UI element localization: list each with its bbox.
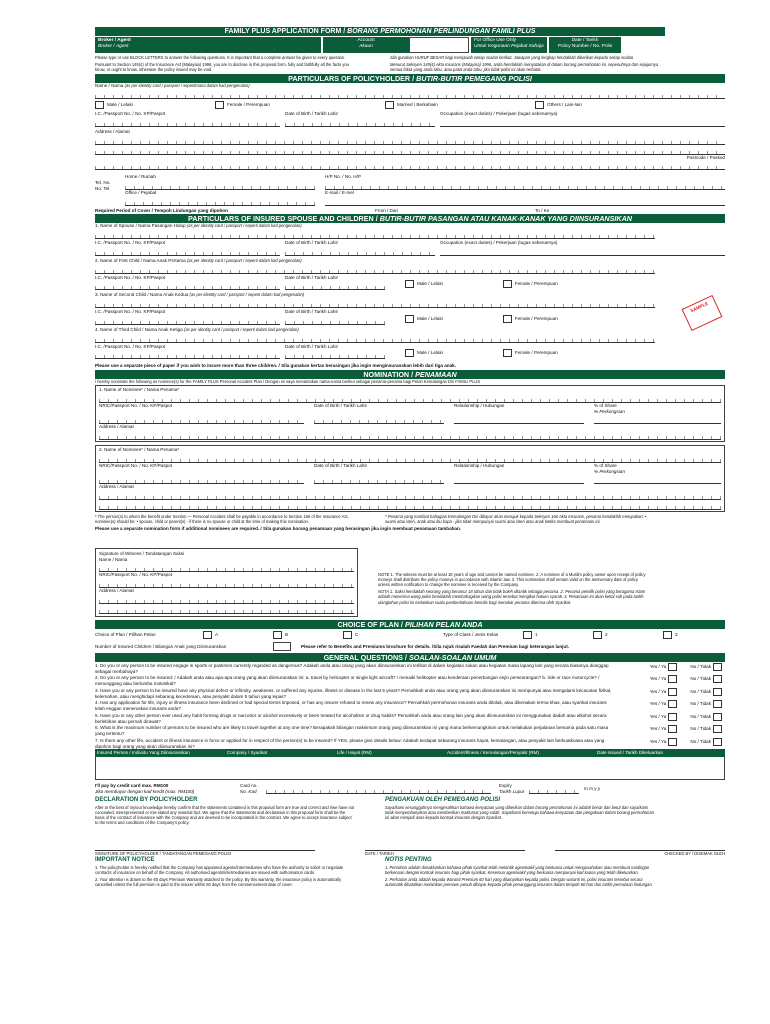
yes-no-options (650, 725, 725, 736)
yes-no-options (650, 700, 725, 711)
no-checkbox[interactable] (713, 688, 722, 696)
card-number-field[interactable] (266, 784, 491, 794)
spouse-name-field[interactable] (95, 229, 655, 239)
yes-label: Yes / Ya (649, 664, 667, 670)
question-item (95, 663, 725, 674)
notice-section: IMPORTANT NOTICE 1. The policyholder is hereby notified that the Company has appointed agents/intermediaries who have the authority to solicit or negotiate contracts of insurance on behalf of the Company. All authorised agents/intermediaries are issued with authorisation cards. 2. Your attention is drawn to the 60 days Premium Warranty attached to the policy. By this warranty, the insurance policy is automatically cancelled unless the full premium is paid to the insurer within 60 days from the commencement date of cover. NOTIS PENTING 1. Pemohon adalah dimaklumkan bahawa pihak syarikat telah melantik agen/wakil yang berkuasa untuk mengusahakan atau membuat rundingan berkenaan dengan kontrak insurans bagi pihak syarikat. Kesemua agen/wakil yang berkuasa mempunyai kad kuasa yang telah dikeluarkan. 2. Perhatian anda adalah kepada Waranti Premium 60 hari yang dilampirkan kepada polisi. Dengan waranti ini, polisi insurans tersebut secara automatik dibatalkan melainkan premium penuh dibayar kepada pihak penanggung insurans dalam tempoh 60 hari dari tarikh permulaan lindungan. (95, 857, 725, 887)
yes-checkbox[interactable] (668, 663, 677, 671)
class-2-checkbox[interactable] (593, 631, 602, 639)
nominee2-relationship-field[interactable] (454, 474, 584, 484)
no-label: No / Tidak (690, 701, 711, 707)
yes-option[interactable] (650, 700, 681, 711)
tel-label-bm: No. Tel. (95, 186, 111, 191)
yes-checkbox[interactable] (668, 688, 677, 696)
spouse-dob-field[interactable] (285, 246, 435, 256)
question-item (95, 713, 725, 724)
question-item (95, 688, 725, 699)
no-option[interactable] (690, 688, 725, 699)
no-label: No / Tidak (690, 664, 711, 670)
ic-field[interactable] (95, 117, 280, 127)
witness-note-bm: NOTA 1. Saksi hendaklah seorang yang berumur 18 tahun dan tidak boleh dilantik sebagai penama. 2. Penama pemilik polisi yang beragama Islam adalah menerima wang polisi hendaklah membahagikan wang polisi tersebut mengikut hukum syarak. 3. Penamaan ini akan kekal sah pada tarikh ulangtahun polisi ini melainkan suatu pemberitahuan bertulis bagi menukar penama diterima oleh Syarikat. (378, 589, 646, 605)
no-option[interactable] (690, 663, 725, 674)
nominee1-ic-field[interactable] (99, 414, 304, 424)
dob-label: Date of Birth / Tarikh Lahir (285, 111, 339, 117)
broker-agent-label: Broker / Agent Broker / Agent (95, 37, 321, 53)
dob-field[interactable] (285, 117, 435, 127)
from-label: From / Dari (375, 207, 398, 213)
question-text: 4. Has any application for life, injury or illness insurance been declined or had special terms imposed, or has any insurer refused to renew any insurance? Pernahkah permohonan insurans anda ditolak, atau dikenakan terma khas, atau syarikat insurans telah enggan meneruskan insurans anda? (95, 700, 607, 712)
policyholder-section (95, 83, 725, 213)
spouse-occupation-field[interactable] (440, 246, 725, 256)
declaration-title-bm: PENGAKUAN OLEH PEMEGANG POLISI (385, 797, 501, 804)
yes-label: Yes / Ya (649, 676, 667, 682)
no-option[interactable] (690, 738, 725, 749)
gender-marital-row: Male / Lelaki Female / Perempuan Married / Berkahwin Others / Lain-lain (95, 101, 725, 109)
yes-checkbox[interactable] (668, 675, 677, 683)
nomination-footnotes: * The person(s) to whom the benefit under Section — Personal Accident shall be payable in accordance to Section 166 of the Insurance Act, nominee(s) should be: • spouse, child or parent(s) - if there is no spouse or child at the time of making this nomination. * Penama yang manfaat bahagian Kemalangan Diri dibayar akan merujuk kepada Seksyen 166 Akta Insurans, penama hendaklah merupakan: • suami atau isteri, anak atau ibu bapa - jika tidak mempunyai suami atau isteri atau anak ketika membuat penamaan ini. (95, 514, 647, 525)
yes-label: Yes / Ya (649, 726, 667, 732)
yes-no-options (650, 713, 725, 724)
nomination-section-bar: NOMINATION / PENAMAAN (95, 370, 725, 379)
no-checkbox[interactable] (713, 713, 722, 721)
account-field[interactable] (409, 37, 469, 53)
no-label: No / Tidak (690, 689, 711, 695)
question-item (95, 675, 725, 686)
child2-male-checkbox[interactable] (405, 315, 414, 323)
question-text: 2. Do you or any person to be insured: / Adakah anda atau apa-apa orang yang akan diinsuranskan ini: a. travel by helicopter or single light aircraft? / menaiki helikopter atau kenderaan penerbangan enjin perseorangan? b. ride or race motorcycle? / menunggang atau berlumba motosikal? (95, 675, 600, 687)
yes-checkbox[interactable] (668, 700, 677, 708)
class-3-checkbox[interactable] (663, 631, 672, 639)
no-option[interactable] (690, 725, 725, 736)
witness-name-field[interactable] (99, 562, 354, 572)
no-checkbox[interactable] (713, 663, 722, 671)
more-children-note: Please use a separate piece of paper if you wish to insure more than three children. / Sila gunakan kertas berasingan jika ingin menginsuranskan lebih dari tiga anak. (95, 363, 456, 369)
plan-c-checkbox[interactable] (343, 631, 352, 639)
additional-nominee-note: Please use a separate nomination form if additional nominees are required. / Sila gunakan borang penamaan yang berasingan jika ingin membuat penamaan tambahan. (95, 526, 462, 532)
pay-card-label: I'll pay by credit card max. RM100 (95, 782, 169, 788)
hp-field[interactable] (325, 180, 725, 190)
yes-label: Yes / Ya (649, 714, 667, 720)
other-insurance-table-header (95, 749, 725, 757)
checked-by-field[interactable] (555, 835, 725, 851)
no-checkbox[interactable] (713, 675, 722, 683)
home-tel-label: Home / Rumah (125, 174, 156, 180)
child2-female-checkbox[interactable] (503, 315, 512, 323)
office-tel-field[interactable] (125, 196, 315, 206)
yes-option[interactable] (650, 675, 681, 686)
address-line-2[interactable] (95, 145, 725, 155)
yes-no-options (650, 675, 725, 686)
postcode-label: Postcode / Poskod (686, 154, 725, 160)
occupation-label: Occupation (exact duties) / Pekerjaan (tugas sebenarnya) (440, 111, 558, 117)
nominee1-relationship-field[interactable] (454, 414, 584, 424)
form-title-bar: FAMILY PLUS APPLICATION FORM / BORANG PERMOHONAN PERLINDUNGAN FAMILI PLUS (95, 27, 665, 36)
yes-no-options (650, 663, 725, 674)
no-label: No / Tidak (690, 726, 711, 732)
yes-checkbox[interactable] (668, 713, 677, 721)
witness-ic-field[interactable] (99, 578, 354, 588)
child1-ic-field[interactable] (95, 280, 280, 290)
yes-option[interactable] (650, 663, 681, 674)
table-header-cell: Company / Syarikat (227, 750, 268, 756)
yes-option[interactable] (650, 713, 681, 724)
spouse-ic-field[interactable] (95, 246, 280, 256)
question-text: 3. Have you or any person to be insured have any physical defect or infirmity, weakness, or suffered any injuries, illness or disease in the last 5 years? Pernahkah anda atau orang yang akan diinsuranskan ini mempunyai atau mengalami kecacatan fizikal, kelemahan, atau menghidapi sebarang kecederaan, atau penyakit dalam 5 tahun yang lepas? (95, 687, 612, 699)
plan-section-bar: CHOICE OF PLAN / PILIHAN PELAN ANDA (95, 620, 725, 629)
nominee2-share-field[interactable] (594, 474, 721, 484)
spouse-block: 1. Name of Spouse / Nama Pasangan Hidup (as per identity card / passport / seperti dalam kad pengenalan) I.C. /Passport No. / No. KP/Paspot Date of Birth / Tarikh Lahir Occupation (exact duties) / Pekerjaan (tugas sebenarnya) (95, 223, 725, 255)
nominee1-address-field[interactable] (99, 430, 721, 440)
nominee2-dob-field[interactable] (314, 474, 444, 484)
period-label: Required Period of Cover / Tempoh Lindungan yang dipohon (95, 207, 228, 213)
child3-ic-field[interactable] (95, 349, 280, 359)
policyholder-section-bar: PARTICULARS OF POLICYHOLDER / BUTIR-BUTIR PEMEGANG POLISI (95, 74, 725, 83)
married-checkbox[interactable] (385, 101, 394, 109)
sample-stamp: SAMPLE (682, 295, 723, 331)
ic-label: I.C. /Passport No. / No. KP/Paspot (95, 111, 166, 117)
form-title: FAMILY PLUS APPLICATION FORM (224, 28, 342, 35)
nomination-intro: I hereby nominate the following as nominee(s) for the FAMILY PLUS Personal Accident Plan / Dengan ini saya menamakan nama-nama berikut sebagai penama-penama bagi Pelan Kemalangan Diri FAMILI PLUS (95, 379, 481, 385)
question-text: 7. Is there any other life, accident or illness insurance in force or applied for in respect of the person(s) to be insured? If YES, please give details below: Adakah terdapat sebarang insurans hayat, kemalangan, atau penyakit lain berkuatkuasa atau yang dipohon bagi orang yang akan diinsuranskan ini? (95, 737, 605, 749)
email-label: E-mail / E-mel (325, 190, 354, 195)
declaration-body-bm: Saya/kami sesungguhnya mengesahkan bahawa kenyataan yang diberikan dalam borang permohonan ini adalah benar dan betul dan saya/kami tidak menyembunyikan atau memberikan maklumat yang salah. Saya/kami bersetuju bahawa kenyataan dan pengakuan dalam borang permohonan ini akan menjadi asas kepada kontrak insurans dengan Syarikat. (385, 804, 654, 821)
yes-option[interactable] (650, 688, 681, 699)
instructions-en-2: Pursuant to Section 149(4) of the Insurance Act (Malaysia) 1996, you are to disclose in this proposal form, fully and faithfully all the facts you know, or ought to know, otherwise the policy issued may be void. (95, 62, 349, 73)
witness-address-field[interactable] (99, 594, 354, 604)
yes-no-options (650, 738, 725, 749)
form-title-bm: BORANG PERMOHONAN PERLINDUNGAN FAMILI PLUS (347, 28, 536, 35)
child1-name-field[interactable] (95, 264, 655, 274)
no-label: No / Tidak (690, 676, 711, 682)
question-text: 5. Have you or any other person ever used any habit forming drugs or narcotics or alcohol excessively or been treated for alcoholism or drug habits? Pernahkah anda atau orang lain yang akan diinsuranskan ini menggunakan dadah atau alkohol secara berlebihan atau pernah dirawat? (95, 712, 607, 724)
benefits-note: Please refer to Benefits and Premiums brochure for details. /Sila rujuk risalah Faedah dan Premium bagi keterangan lanjut. (301, 643, 570, 649)
table-header-cell: Life / Hayat (RM) (337, 750, 372, 756)
instructions-bm-2: Menurut Seksyen 149(4) Akta Insurans (Malaysia) 1996, anda hendaklah menyatakan di dalam borang permohonan ini, sepenuhnya dan sejujurnya semua fakta yang anda tahu, atau patut anda tahu, jika tidak polisi ini akan terbatal. (390, 62, 659, 73)
plan-section: Choice of Plan / Pilihan Pelan A B C Type of Class / Jenis Kelas 1 2 3 Number of Insured Children / Bilangan Anak yang Diinsuranskan Please refer to Benefits and Premiums brochure for details. /Sila rujuk risalah Faedah dan Premium bagi keterangan lanjut. (95, 631, 725, 651)
question-item (95, 725, 725, 736)
question-text: 1. Do you or any person to be insured engage in sports or pastimes currently regarded as dangerous? Adakah anda atau orang yang akan diinsuranskan ini terlibat di dalam kegiatan sukan atau kegiatan masa lapang lain yang secara biasanya dianggap sebagai merbahaya? (95, 662, 609, 674)
nominee2-address-field[interactable] (99, 490, 721, 500)
office-tel-label: Office / Pejabat (125, 190, 157, 195)
tel-label: Tel. No. (95, 180, 111, 186)
question-item (95, 738, 725, 749)
child3-female-checkbox[interactable] (503, 349, 512, 357)
no-checkbox[interactable] (713, 738, 722, 746)
nominee2-name-field[interactable] (99, 453, 721, 463)
no-checkbox[interactable] (713, 725, 722, 733)
to-label: To / Ke (535, 207, 550, 213)
insured-section (95, 223, 725, 369)
notice-title-bm: NOTIS PENTING (385, 857, 432, 864)
child2-name-field[interactable] (95, 298, 655, 308)
other-insurance-table (95, 749, 725, 780)
child1-female-checkbox[interactable] (503, 280, 512, 288)
others-checkbox[interactable] (535, 101, 544, 109)
yes-label: Yes / Ya (649, 701, 667, 707)
instructions (95, 55, 725, 72)
payment-row: I'll pay by credit card max. RM100 Jika membayar dengan kad kredit (max. RM100) Card no. No. Kad Expiry Tarikh Luput m m y y (95, 782, 601, 794)
yes-option[interactable] (650, 738, 681, 749)
home-tel-field[interactable] (125, 180, 315, 190)
child3-male-checkbox[interactable] (405, 349, 414, 357)
table-header-cell: Accident/Illness / Kemalangan/Penyakit (RM) (447, 750, 539, 756)
nominee2-block: 2. Name of Nominee* / Nama Penama* NRIC/Passport No. / No. KP/Paspot Date of Birth / Tarikh Lahir Relationship / Hubungan % of Share % Perkongsian Address / Alamat (95, 445, 725, 512)
no-option[interactable] (690, 675, 725, 686)
child2-dob-field[interactable] (285, 315, 385, 325)
instructions-en: Please type or use BLOCK LETTERS to answer the following questions. It is important that a complete answer be given to every question. (95, 55, 346, 60)
application-form (45, 0, 725, 887)
email-field[interactable] (325, 196, 725, 206)
question-item (95, 700, 725, 711)
tel-row (95, 174, 725, 205)
no-label: No / Tidak (690, 738, 711, 744)
nominee2-ic-field[interactable] (99, 474, 304, 484)
address-label: Address / Alamat (95, 128, 130, 134)
card-expiry-field[interactable] (529, 784, 579, 794)
insured-section-bar: PARTICULARS OF INSURED SPOUSE AND CHILDREN / BUTIR-BUTIR PASANGAN ATAU KANAK-KANAK YANG DIINSURANSIKAN (95, 214, 725, 223)
no-option[interactable] (690, 700, 725, 711)
nominee1-share-field[interactable] (594, 414, 721, 424)
declaration-section (95, 797, 725, 825)
declaration-body-en: After to the best of my/our knowledge hereby confirm that the statements contained in this proposal form are true and correct and I/we have not concealed, misrepresented or mis-stated any material fact. We agree that the statements and declaration in this proposal form shall be the basis of the contract of insurance with the Company and are deemed to be incorporated in the contract. We agree to accept insurance subject to the terms and conditions of the Company's policy. (95, 804, 355, 826)
yes-option[interactable] (650, 725, 681, 736)
questions-section (95, 663, 725, 749)
plan-b-checkbox[interactable] (273, 631, 282, 639)
address-line-3[interactable] (95, 160, 725, 170)
yes-checkbox[interactable] (668, 725, 677, 733)
instructions-bm: Sila gunakan HURUF BESAR bagi menjawab setiap soalan berikut. Jawapan yang lengkap hendaklah diberikan kepada setiap soalan. (390, 55, 635, 60)
policyholder-name-label: Name / Nama (as per identity card / passport / sepertimana dalam kad pengenalan) (95, 83, 250, 89)
male-checkbox[interactable] (95, 101, 104, 109)
address-line-1[interactable] (95, 135, 725, 145)
table-header-cell: Date Issued / Tarikh Dikeluarkan (597, 750, 664, 756)
header-row (45, 37, 725, 53)
child3-block: 4. Name of Third Child / Nama Anak Ketiga (as per identity card / passport / seperti dalam kad pengenalan) I.C. /Passport No. / No. KP/Paspot Date of Birth / Tarikh Lahir Male / Lelaki Female / Perempuan (95, 327, 725, 359)
child2-block: 3. Name of Second Child / Nama Anak Kedua (as per identity card / passport / seperti dalam kad pengenalan) I.C. /Passport No. / No. KP/Paspot Date of Birth / Tarikh Lahir Male / Lelaki Female / Perempuan (95, 292, 725, 324)
office-use-label: For Office Use Only Untuk Kegunaan Pejabat Sahaja (471, 37, 547, 53)
hp-label: H/P No. / No. H/P (325, 174, 361, 180)
question-text: 6. What is the maximum number of persons to be insured who are likely to travel together at any one time? Berapakah bilangan maksimum orang yang diinsuranskan ini yang mana berkemungkinan untuk melakukan perjalanan bersama pada satu masa yang tertentu? (95, 725, 609, 737)
no-label: No / Tidak (690, 714, 711, 720)
child2-ic-field[interactable] (95, 315, 280, 325)
ic-dob-occupation-fields (95, 117, 725, 127)
no-checkbox[interactable] (713, 700, 722, 708)
questions-section-bar: GENERAL QUESTIONS / SOALAN-SOALAN UMUM (95, 653, 725, 662)
nomination-section (95, 379, 725, 617)
policyholder-name-field[interactable] (95, 89, 725, 99)
child3-dob-field[interactable] (285, 349, 385, 359)
signature-row: SIGNATURE OF POLICYHOLDER / TANDATANGAN PEMEGANG POLISI DATE / TARIKH CHECKED BY / DISEMAK OLEH (95, 835, 725, 856)
account-label: Account Akaun (323, 37, 409, 53)
policyholder-signature-field[interactable] (95, 835, 315, 851)
children-count-field[interactable] (273, 642, 291, 651)
yes-label: Yes / Ya (649, 738, 667, 744)
declaration-title-en: DECLARATION BY POLICYHOLDER (95, 797, 198, 804)
child3-name-field[interactable] (95, 333, 655, 343)
notice-title-en: IMPORTANT NOTICE (95, 857, 155, 864)
child1-dob-field[interactable] (285, 280, 385, 290)
yes-checkbox[interactable] (668, 738, 677, 746)
class-1-checkbox[interactable] (523, 631, 532, 639)
witness-block: Signature of Witness / Tandatangan Saksi Name / Nama NRIC/Passport No. / No. KP/Paspot Address / Alamat NOTE 1. The witness must be at least 18 years of age and cannot be named nominee. 2. A nominee of a Muslim policy owner upon receipt of policy moneys shall distribute the policy moneys in accordance with Islamic law. 3. This nomination shall remain valid on the anniversary date of policy unless written notification to change the nominee is received by the Company. NOTA 1. Saksi hendaklah seorang yang berumur 18 tahun dan tidak boleh dilantik sebagai penama. 2. Penama pemilik polisi yang beragama Islam adalah menerima wang polisi hendaklah membahagikan wang polisi tersebut mengikut hukum syarak. 3. Penamaan ini akan kekal sah pada tarikh ulangtahun polisi ini melainkan suatu pemberitahuan bertulis bagi menukar penama diterima oleh Syarikat. (95, 548, 725, 617)
period-row (95, 208, 725, 214)
plan-a-checkbox[interactable] (203, 631, 212, 639)
child1-male-checkbox[interactable] (405, 280, 414, 288)
witness-signature-label: Signature of Witness / Tandatangan Saksi (99, 551, 185, 557)
date-policy-label: Date / Tarikh Policy Number / No. Polis (549, 37, 621, 53)
nominee2-address-field-2[interactable] (99, 500, 721, 510)
other-insurance-table-body[interactable] (95, 757, 725, 780)
witness-note-en: NOTE 1. The witness must be at least 18 years of age and cannot be named nominee. 2. A nominee of a Muslim policy owner upon receipt of policy moneys shall distribute the policy moneys in accordance with Islamic law. 3. This nomination shall remain valid on the anniversary date of policy unless written notification to change the nominee is received by the Company. (378, 572, 646, 588)
child1-block: 2. Name of First Child / Nama Anak Pertama (as per identity card / passport / seperti dalam kad pengenalan) I.C. /Passport No. / No. KP/Paspot Date of Birth / Tarikh Lahir Male / Lelaki Female / Perempuan (95, 258, 725, 290)
yes-label: Yes / Ya (649, 689, 667, 695)
occupation-field[interactable] (440, 117, 725, 127)
nominee1-name-field[interactable] (99, 393, 721, 403)
witness-address-field-2[interactable] (99, 604, 354, 614)
yes-no-options (650, 688, 725, 699)
table-header-cell: Insured Person / Individu Yang Diinsuranskan (97, 750, 190, 756)
nominee1-block: 1. Name of Nominee* / Nama Penama* NRIC/Passport No. / No. KP/Paspot Date of Birth / Tarikh Lahir Relationship / Hubungan % of Share % Perkongsian Address / Alamat (95, 385, 725, 442)
female-checkbox[interactable] (215, 101, 224, 109)
declaration-date-field[interactable] (365, 835, 525, 851)
no-option[interactable] (690, 713, 725, 724)
nominee1-dob-field[interactable] (314, 414, 444, 424)
